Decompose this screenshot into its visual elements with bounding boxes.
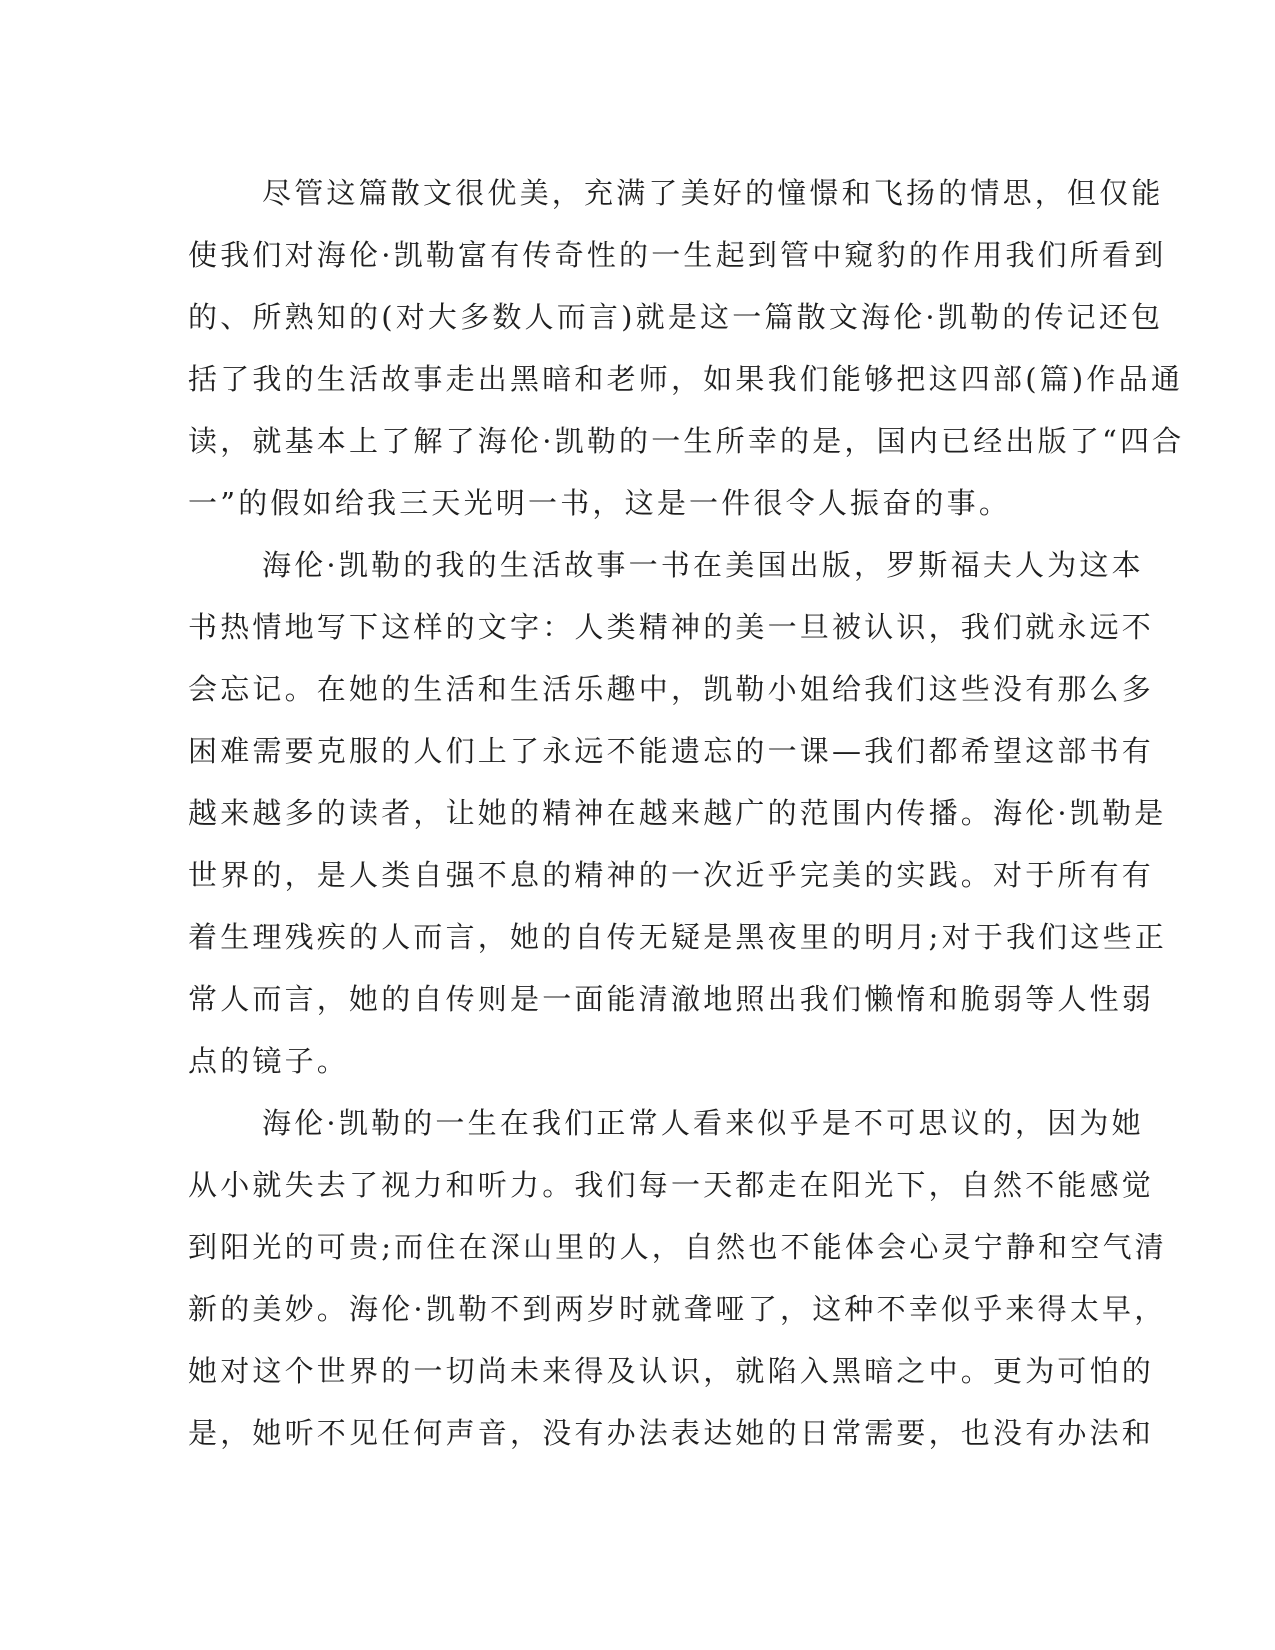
document-body	[188, 162, 1185, 1464]
text-line: 括了我的生活故事走出黑暗和老师，如果我们能够把这四部(篇)作品通	[188, 362, 1184, 396]
text-line: 尽管这篇散文很优美，充满了美好的憧憬和飞扬的情思，但仅能	[262, 176, 1164, 210]
text-line: 新的美妙。海伦·凯勒不到两岁时就聋哑了，这种不幸似乎来得太早，	[188, 1292, 1167, 1326]
text-line: 越来越多的读者，让她的精神在越来越广的范围内传播。海伦·凯勒是	[188, 796, 1167, 830]
text-line: 她对这个世界的一切尚未来得及认识，就陷入黑暗之中。更为可怕的	[188, 1354, 1155, 1388]
text-line: 的、所熟知的(对大多数人而言)就是这一篇散文海伦·凯勒的传记还包	[188, 300, 1164, 334]
text-line: 读，就基本上了解了海伦·凯勒的一生所幸的是，国内已经出版了“四合	[188, 424, 1185, 458]
paragraph-3	[188, 1092, 1167, 1464]
text-line: 点的镜子。	[188, 1044, 350, 1078]
text-line: 会忘记。在她的生活和生活乐趣中，凯勒小姐给我们这些没有那么多	[188, 672, 1155, 706]
text-line: 困难需要克服的人们上了永远不能遗忘的一课—我们都希望这部书有	[188, 734, 1155, 768]
text-line: 是，她听不见任何声音，没有办法表达她的日常需要，也没有办法和	[188, 1416, 1155, 1450]
paragraph-2	[188, 534, 1167, 1092]
text-line: 使我们对海伦·凯勒富有传奇性的一生起到管中窥豹的作用我们所看到	[188, 238, 1167, 272]
text-line: 世界的，是人类自强不息的精神的一次近乎完美的实践。对于所有有	[188, 858, 1155, 892]
text-line: 海伦·凯勒的一生在我们正常人看来似乎是不可思议的，因为她	[262, 1106, 1144, 1140]
text-line: 海伦·凯勒的我的生活故事一书在美国出版，罗斯福夫人为这本	[262, 548, 1144, 582]
text-line: 一”的假如给我三天光明一书，这是一件很令人振奋的事。	[188, 486, 1012, 520]
text-line: 着生理残疾的人而言，她的自传无疑是黑夜里的明月;对于我们这些正	[188, 920, 1167, 954]
text-line: 常人而言，她的自传则是一面能清澈地照出我们懒惰和脆弱等人性弱	[188, 982, 1155, 1016]
text-line: 到阳光的可贵;而住在深山里的人，自然也不能体会心灵宁静和空气清	[188, 1230, 1167, 1264]
paragraph-1	[188, 162, 1185, 534]
text-line: 从小就失去了视力和听力。我们每一天都走在阳光下，自然不能感觉	[188, 1168, 1155, 1202]
text-line: 书热情地写下这样的文字：人类精神的美一旦被认识，我们就永远不	[188, 610, 1155, 644]
